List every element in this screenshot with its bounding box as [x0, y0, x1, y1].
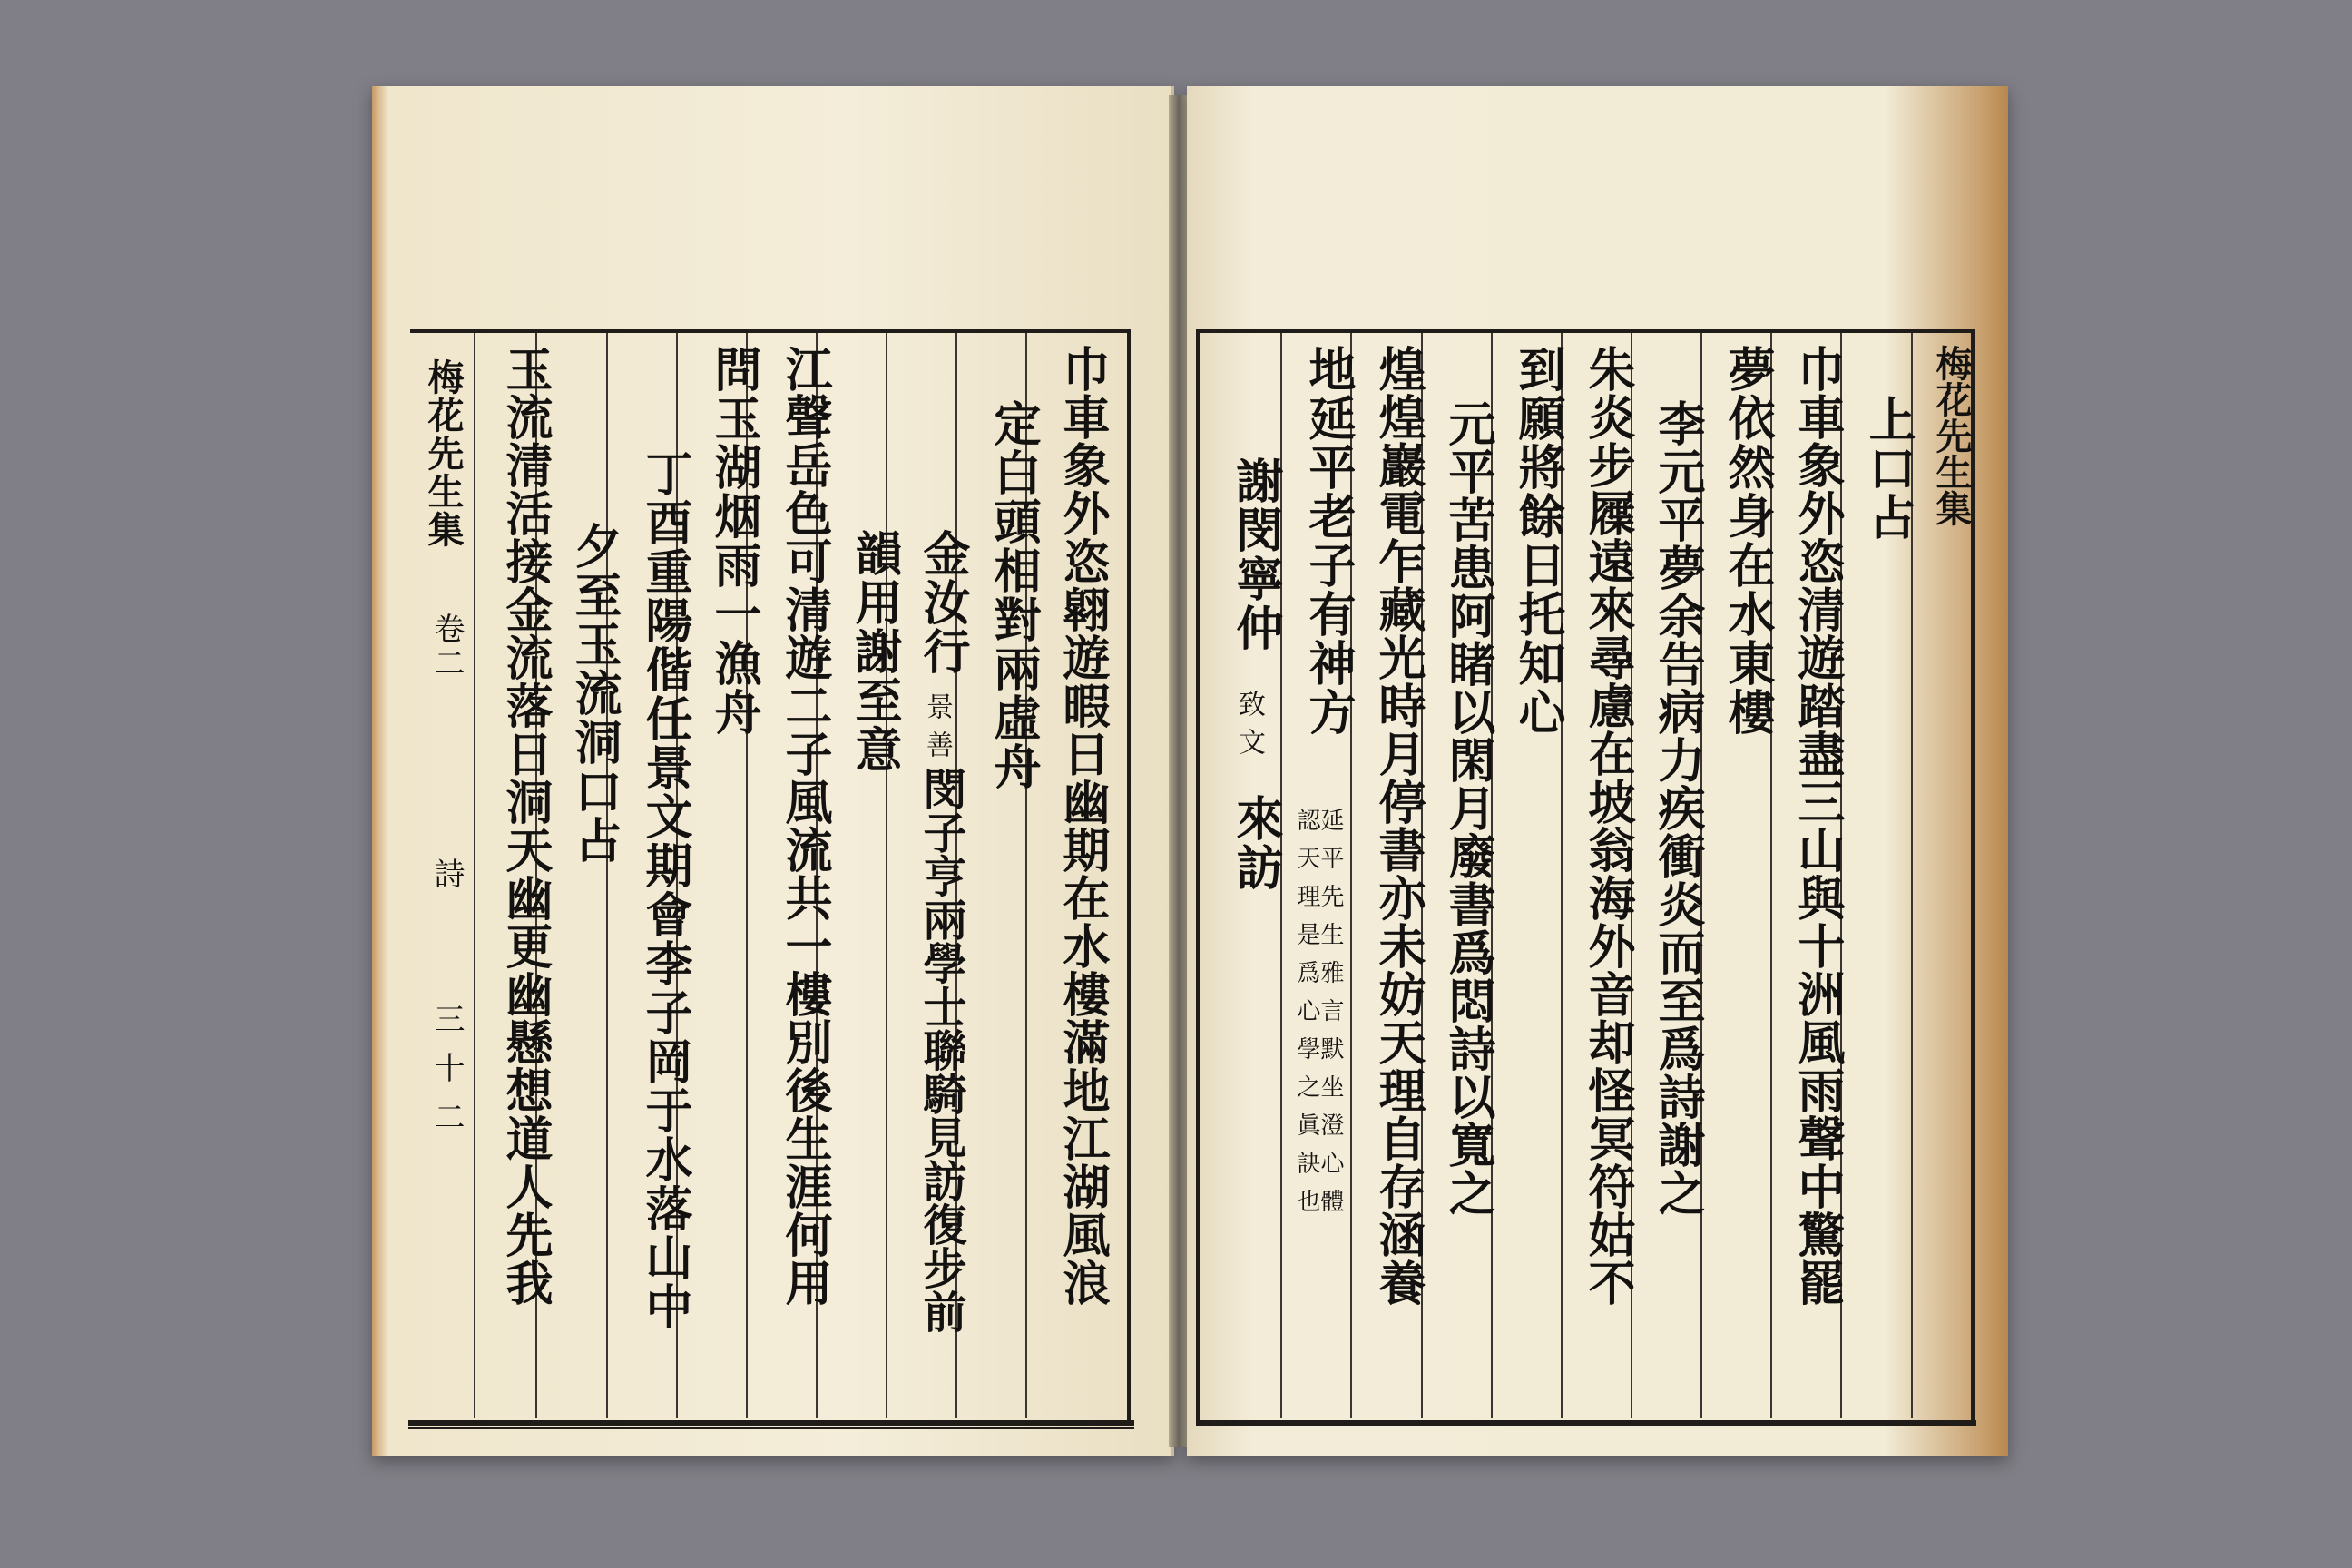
left-bottom-rule-thin [408, 1427, 1134, 1429]
text-column: 丁酉重陽偕任景文期會李子岡于水落山中 [637, 449, 692, 1331]
text-column: 地延平老子有神方 [1300, 345, 1356, 737]
right-bottom-rule [1196, 1420, 1976, 1426]
column-rule [606, 333, 608, 1418]
text-column: 夢依然身在水東樓 [1720, 345, 1775, 737]
text-column: 韻用謝至意 [847, 529, 902, 774]
text-column: 夕至玉流洞口占 [566, 522, 622, 865]
annotation: 致文 [1233, 690, 1265, 766]
text-column: 謝閔寧仲 [1228, 456, 1283, 652]
text-column: 巾車象外恣清遊踏盡三山與十洲風雨聲中驚罷 [1789, 345, 1845, 1307]
text-column: 來訪 [1228, 794, 1283, 892]
text-column: 李元平夢余告病力疾衝炎而至爲詩謝之 [1650, 399, 1705, 1217]
text-column: 金汝行 [915, 529, 970, 676]
left-bottom-rule [408, 1420, 1134, 1426]
text-column: 到願將餘日托知心 [1510, 345, 1565, 737]
text-column: 問玉湖烟雨一漁舟 [706, 345, 761, 737]
banxin-volume: 卷二 [428, 612, 465, 681]
banxin-rule [474, 333, 475, 1418]
text-column: 閔子亨兩學士聯騎見訪復步前 [916, 767, 966, 1333]
text-column: 上口占 [1860, 395, 1916, 542]
text-column: 巾車象外恣翶遊暇日幽期在水樓滿地江湖風浪 [1054, 345, 1110, 1307]
text-column: 煌煌巖電乍藏光時月停書亦未妨天理自存涵養 [1370, 345, 1426, 1307]
text-column: 玉流清活接金流落日洞天幽更幽懸想道人先我 [497, 345, 553, 1307]
text-column: 定白頭相對兩虛舟 [985, 399, 1041, 791]
banxin-page-number: 三十二 [428, 1003, 465, 1150]
book-gutter [1169, 95, 1189, 1447]
banxin-category: 詩 [428, 858, 465, 892]
banxin-title: 梅花先生集 [422, 358, 465, 549]
annotation: 延平先生雅言默坐澄心體 [1317, 808, 1344, 1227]
left-page [372, 86, 1174, 1456]
right-banxin-title: 梅花先生集 [1930, 345, 1973, 526]
column-rule [886, 333, 887, 1418]
annotation: 認天理是爲心學之眞訣也 [1293, 808, 1320, 1227]
text-column: 江聲岳色可清遊二子風流共一樓別後生涯何用 [777, 345, 832, 1307]
right-page [1187, 86, 2008, 1456]
annotation: 景善 [921, 692, 953, 769]
text-column: 朱炎步屧遠來尋慮在坡翁海外音却怪冥符姑不 [1580, 345, 1635, 1307]
text-column: 元平苦患阿睹以閑月廢書爲悶詩以寬之 [1440, 399, 1495, 1217]
open-book [372, 86, 2005, 1456]
